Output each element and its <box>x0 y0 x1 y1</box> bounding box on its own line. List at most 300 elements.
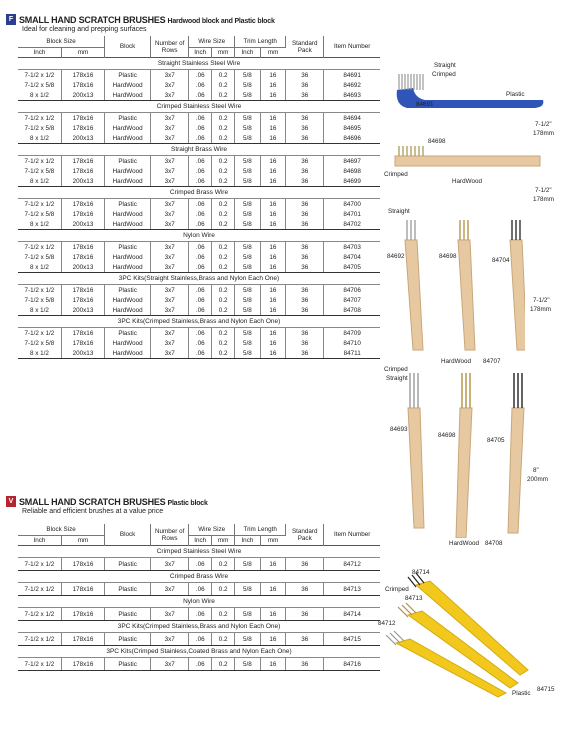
table-row <box>18 133 380 144</box>
table-cell: 16 <box>260 242 285 253</box>
table-cell: 36 <box>286 305 324 316</box>
section2-subtitle: Reliable and efficient brushes at a value price <box>22 508 164 515</box>
table-cell: 5/8 <box>235 338 260 348</box>
table-cell: 7-1/2 x 5/8 <box>18 295 61 305</box>
header-trim-inch: Inch <box>235 536 260 546</box>
table-cell: Plastic <box>105 70 151 81</box>
table-cell: 0.2 <box>212 338 235 348</box>
table-cell: 8 x 1/2 <box>18 90 61 101</box>
table-cell: 8 x 1/2 <box>18 219 61 230</box>
table-cell: 178x16 <box>61 252 104 262</box>
table-cell: 36 <box>286 295 324 305</box>
table-cell: 3x7 <box>151 176 189 187</box>
table-cell: .06 <box>189 166 212 176</box>
header-trim-inch: Inch <box>235 48 260 58</box>
table-cell: 3x7 <box>151 156 189 167</box>
table-cell: 178x16 <box>61 328 104 339</box>
table-cell: 178x16 <box>61 608 104 621</box>
table-cell: HardWood <box>105 252 151 262</box>
table-cell: 36 <box>286 633 324 646</box>
group-title: 3PC Kits(Crimped Stainless,Coated Brass and Nylon Each One) <box>18 646 380 658</box>
table-cell: 0.2 <box>212 156 235 167</box>
table-cell: HardWood <box>105 262 151 273</box>
table-cell: Plastic <box>105 633 151 646</box>
table-cell: .06 <box>189 338 212 348</box>
table-cell: 36 <box>286 583 324 596</box>
group-title: 3PC Kits(Crimped Stainless,Brass and Nylon Each One) <box>18 316 380 328</box>
header-mm: mm <box>61 536 104 546</box>
table-cell: 0.2 <box>212 70 235 81</box>
table-cell: .06 <box>189 123 212 133</box>
section2-table <box>18 524 380 671</box>
table-row <box>18 176 380 187</box>
table-cell: 0.2 <box>212 633 235 646</box>
table-cell: Plastic <box>105 328 151 339</box>
table-cell: 178x16 <box>61 658 104 671</box>
table-cell: 0.2 <box>212 608 235 621</box>
label-size-mm: 178mm <box>533 130 554 137</box>
table-cell: 16 <box>260 133 285 144</box>
table-cell: 36 <box>286 176 324 187</box>
table-cell: 7-1/2 x 1/2 <box>18 285 61 296</box>
table-cell: HardWood <box>105 338 151 348</box>
table-cell: 5/8 <box>235 348 260 359</box>
table-cell: 16 <box>260 608 285 621</box>
table-cell: 7-1/2 x 1/2 <box>18 558 61 571</box>
table-cell: HardWood <box>105 133 151 144</box>
header-rows: Number of Rows <box>151 524 189 546</box>
table-cell: 36 <box>286 90 324 101</box>
table-cell: 16 <box>260 80 285 90</box>
table-cell: 36 <box>286 558 324 571</box>
table-cell: 178x16 <box>61 558 104 571</box>
table-cell: 3x7 <box>151 583 189 596</box>
table-cell: 36 <box>286 80 324 90</box>
table-cell: 0.2 <box>212 583 235 596</box>
table-cell: .06 <box>189 262 212 273</box>
table-cell: 0.2 <box>212 176 235 187</box>
table-cell: 3x7 <box>151 219 189 230</box>
label-84698-c: 84698 <box>438 432 456 439</box>
table-row <box>18 90 380 101</box>
table-cell: 5/8 <box>235 70 260 81</box>
table-cell: 84712 <box>324 558 380 571</box>
table-cell: 200x13 <box>61 176 104 187</box>
table-cell: Plastic <box>105 558 151 571</box>
table-cell: .06 <box>189 348 212 359</box>
table-cell: 7-1/2 x 1/2 <box>18 113 61 124</box>
label-straight-4: Straight <box>386 375 408 382</box>
table-cell: 7-1/2 x 1/2 <box>18 608 61 621</box>
table-cell: 7-1/2 x 1/2 <box>18 658 61 671</box>
table-row <box>18 242 380 253</box>
table-cell: 0.2 <box>212 328 235 339</box>
table-row <box>18 338 380 348</box>
table-cell: HardWood <box>105 176 151 187</box>
table-row <box>18 166 380 176</box>
table-row <box>18 295 380 305</box>
table-cell: 3x7 <box>151 348 189 359</box>
table-cell: 16 <box>260 295 285 305</box>
label-84708: 84708 <box>485 540 503 547</box>
table-cell: 16 <box>260 199 285 210</box>
table-cell: 0.2 <box>212 133 235 144</box>
table-cell: 0.2 <box>212 558 235 571</box>
section2-header <box>6 496 208 507</box>
table-cell: 84705 <box>324 262 380 273</box>
blue-plastic-brush-image <box>385 60 555 140</box>
table-cell: 200x13 <box>61 348 104 359</box>
label-hardwood-3: HardWood <box>441 358 471 365</box>
table-cell: 5/8 <box>235 262 260 273</box>
table-cell: 5/8 <box>235 133 260 144</box>
table-cell: 16 <box>260 305 285 316</box>
table-cell: 84701 <box>343 210 361 218</box>
table-cell: 84694 <box>343 114 361 122</box>
table-cell: 84699 <box>324 176 380 187</box>
table-cell: 5/8 <box>235 176 260 187</box>
table-cell: .06 <box>189 209 212 219</box>
table-cell: 36 <box>286 252 324 262</box>
table-cell: HardWood <box>105 90 151 101</box>
table-cell: 5/8 <box>235 328 260 339</box>
table-cell: .06 <box>189 583 212 596</box>
table-cell: .06 <box>189 133 212 144</box>
table-cell: 36 <box>286 123 324 133</box>
table-row <box>18 348 380 359</box>
table-cell: 7-1/2 x 1/2 <box>18 156 61 167</box>
table-cell: .06 <box>189 252 212 262</box>
table-cell: 5/8 <box>235 113 260 124</box>
label-size-3: 7-1/2" <box>533 297 550 304</box>
header-wire-mm: mm <box>212 536 235 546</box>
table-cell: 84696 <box>324 133 380 144</box>
table-cell: 7-1/2 x 5/8 <box>18 123 61 133</box>
group-title: Crimped Stainless Steel Wire <box>18 546 380 558</box>
table-cell: 84709 <box>343 329 361 337</box>
table-cell: .06 <box>189 176 212 187</box>
table-cell: 3x7 <box>151 123 189 133</box>
table-row <box>18 80 380 90</box>
table-cell: .06 <box>189 558 212 571</box>
table-cell: 0.2 <box>212 305 235 316</box>
table-cell: 16 <box>260 252 285 262</box>
table-cell: Plastic <box>105 658 151 671</box>
label-plastic: Plastic <box>506 91 525 98</box>
table-cell: .06 <box>189 90 212 101</box>
table-cell: 36 <box>286 285 324 296</box>
table-cell: 178x16 <box>61 156 104 167</box>
table-row <box>18 156 380 167</box>
table-cell: 36 <box>286 262 324 273</box>
table-cell: 7-1/2 x 5/8 <box>18 338 61 348</box>
table-cell: 5/8 <box>235 166 260 176</box>
table-row <box>18 328 380 339</box>
table-cell: 16 <box>260 583 285 596</box>
header-pack: Standard Pack <box>286 36 324 58</box>
table-cell: 36 <box>286 156 324 167</box>
table-cell: 16 <box>260 558 285 571</box>
table-cell: .06 <box>189 70 212 81</box>
table-cell: 178x16 <box>61 209 104 219</box>
table-cell: 0.2 <box>212 123 235 133</box>
table-cell: 36 <box>286 348 324 359</box>
table-cell: .06 <box>189 199 212 210</box>
header-pack: Standard Pack <box>286 524 324 546</box>
table-cell: 84704 <box>343 253 361 261</box>
table-row <box>18 608 380 621</box>
table-cell: 5/8 <box>235 633 260 646</box>
table-cell: 16 <box>260 658 285 671</box>
table-cell: HardWood <box>105 219 151 230</box>
table-cell: 84695 <box>343 124 361 132</box>
label-84692: 84692 <box>387 253 405 260</box>
table-cell: 178x16 <box>61 338 104 348</box>
table-cell: 7-1/2 x 1/2 <box>18 199 61 210</box>
label-crimped: Crimped <box>432 71 456 78</box>
label-size-mm-3: 178mm <box>530 306 551 313</box>
table-cell: 3x7 <box>151 285 189 296</box>
label-crimped-5: Crimped <box>385 586 409 593</box>
label-hardwood-4: HardWood <box>449 540 479 547</box>
table-cell: 36 <box>286 70 324 81</box>
table-cell: 16 <box>260 156 285 167</box>
table-cell: 84713 <box>324 583 380 596</box>
table-cell: 3x7 <box>151 242 189 253</box>
header-trim-mm: mm <box>260 536 285 546</box>
table-cell: 16 <box>260 70 285 81</box>
table-cell: 5/8 <box>235 123 260 133</box>
table-cell: 3x7 <box>151 338 189 348</box>
header-item: Item Number <box>333 43 371 50</box>
table-cell: HardWood <box>105 166 151 176</box>
header-trim-length: Trim Length <box>235 524 286 536</box>
table-cell: 3x7 <box>151 295 189 305</box>
table-cell: 0.2 <box>212 252 235 262</box>
table-cell: 3x7 <box>151 262 189 273</box>
table-cell: 7-1/2 x 5/8 <box>18 252 61 262</box>
table-cell: HardWood <box>105 123 151 133</box>
table-cell: HardWood <box>105 209 151 219</box>
table-cell: 0.2 <box>212 90 235 101</box>
table-cell: .06 <box>189 608 212 621</box>
table-cell: 36 <box>286 338 324 348</box>
header-trim-mm: mm <box>260 48 285 58</box>
table-cell: 7-1/2 x 5/8 <box>18 80 61 90</box>
table-cell: 178x16 <box>61 113 104 124</box>
table-cell: 0.2 <box>212 209 235 219</box>
label-84693: 84693 <box>390 426 408 433</box>
label-size-mm-4: 200mm <box>527 476 548 483</box>
table-cell: 16 <box>260 90 285 101</box>
header-wire-inch: Inch <box>189 536 212 546</box>
table-cell: .06 <box>189 113 212 124</box>
table-cell: 5/8 <box>235 583 260 596</box>
table-cell: 16 <box>260 176 285 187</box>
header-inch: Inch <box>18 536 61 546</box>
table-row <box>18 583 380 596</box>
table-cell: 7-1/2 x 1/2 <box>18 633 61 646</box>
table-row <box>18 285 380 296</box>
label-84715: 84715 <box>537 686 555 693</box>
group-title: Nylon Wire <box>18 596 380 608</box>
table-cell: 200x13 <box>61 305 104 316</box>
header-wire-inch: Inch <box>189 48 212 58</box>
table-cell: .06 <box>189 295 212 305</box>
table-cell: 0.2 <box>212 658 235 671</box>
table-cell: 200x13 <box>61 262 104 273</box>
label-size-2: 7-1/2" <box>535 187 552 194</box>
table-cell: 178x16 <box>61 285 104 296</box>
table-row <box>18 123 380 133</box>
table-row <box>18 305 380 316</box>
group-title: 3PC Kits(Straight Stainless,Brass and Nylon Each One) <box>18 273 380 285</box>
table-cell: 16 <box>260 219 285 230</box>
table-cell: 5/8 <box>235 242 260 253</box>
group-title: Straight Stainless Steel Wire <box>18 58 380 70</box>
table-row <box>18 558 380 571</box>
table-cell: 36 <box>286 166 324 176</box>
table-cell: 5/8 <box>235 209 260 219</box>
table-cell: 84703 <box>343 243 361 251</box>
table-cell: 3x7 <box>151 90 189 101</box>
header-block: Block <box>105 36 151 58</box>
label-84707: 84707 <box>483 358 501 365</box>
header-trim-length: Trim Length <box>235 36 286 48</box>
label-crimped-4: Crimped <box>384 366 408 373</box>
table-cell: 3x7 <box>151 209 189 219</box>
label-hardwood: HardWood <box>452 178 482 185</box>
table-cell: 7-1/2 x 5/8 <box>18 209 61 219</box>
group-title: Nylon Wire <box>18 230 380 242</box>
table-cell: 3x7 <box>151 70 189 81</box>
header-item: Item Number <box>333 531 371 538</box>
table-cell: 84693 <box>324 90 380 101</box>
table-cell: 16 <box>260 338 285 348</box>
table-cell: 200x13 <box>61 219 104 230</box>
table-cell: Plastic <box>105 285 151 296</box>
table-cell: 84714 <box>324 608 380 621</box>
table-cell: .06 <box>189 242 212 253</box>
section2-badge: V <box>6 496 16 507</box>
table-cell: 84706 <box>343 286 361 294</box>
table-row <box>18 219 380 230</box>
table-cell: .06 <box>189 156 212 167</box>
table-cell: 0.2 <box>212 219 235 230</box>
table-cell: 3x7 <box>151 199 189 210</box>
label-84698: 84698 <box>428 138 446 145</box>
table-cell: 178x16 <box>61 633 104 646</box>
header-block: Block <box>105 524 151 546</box>
group-title: 3PC Kits(Crimped Stainless,Brass and Nylon Each One) <box>18 621 380 633</box>
label-84698-b: 84698 <box>439 253 457 260</box>
table-cell: 36 <box>286 658 324 671</box>
header-wire-size: Wire Size <box>189 524 235 536</box>
table-row <box>18 633 380 646</box>
table-cell: 3x7 <box>151 633 189 646</box>
table-cell: 8 x 1/2 <box>18 262 61 273</box>
header-inch: Inch <box>18 48 61 58</box>
table-cell: 36 <box>286 133 324 144</box>
table-cell: 5/8 <box>235 90 260 101</box>
table-cell: 36 <box>286 199 324 210</box>
table-row <box>18 209 380 219</box>
table-cell: 84710 <box>343 339 361 347</box>
table-cell: 178x16 <box>61 123 104 133</box>
table-cell: 3x7 <box>151 305 189 316</box>
table-cell: 16 <box>260 348 285 359</box>
table-cell: 5/8 <box>235 199 260 210</box>
table-cell: .06 <box>189 80 212 90</box>
label-84714: 84714 <box>412 569 430 576</box>
table-cell: 8 x 1/2 <box>18 305 61 316</box>
table-cell: 16 <box>260 262 285 273</box>
table-cell: 5/8 <box>235 305 260 316</box>
table-cell: 36 <box>286 328 324 339</box>
table-cell: 16 <box>260 633 285 646</box>
header-wire-size: Wire Size <box>189 36 235 48</box>
table-cell: 178x16 <box>61 242 104 253</box>
table-cell: HardWood <box>105 295 151 305</box>
table-cell: 5/8 <box>235 558 260 571</box>
table-cell: 178x16 <box>61 295 104 305</box>
table-cell: 3x7 <box>151 558 189 571</box>
table-cell: 178x16 <box>61 80 104 90</box>
table-cell: 36 <box>286 608 324 621</box>
table-cell: 8 x 1/2 <box>18 176 61 187</box>
table-cell: 84692 <box>343 81 361 89</box>
label-84713: 84713 <box>405 595 423 602</box>
header-rows: Number of Rows <box>151 36 189 58</box>
header-block-size: Block Size <box>18 36 105 48</box>
table-cell: 3x7 <box>151 166 189 176</box>
table-cell: 16 <box>260 123 285 133</box>
table-cell: 84716 <box>324 658 380 671</box>
table-cell: 84697 <box>343 157 361 165</box>
table-cell: 5/8 <box>235 295 260 305</box>
table-cell: 0.2 <box>212 348 235 359</box>
group-title: Straight Brass Wire <box>18 144 380 156</box>
table-cell: 5/8 <box>235 608 260 621</box>
table-cell: 36 <box>286 113 324 124</box>
table-cell: .06 <box>189 305 212 316</box>
table-cell: .06 <box>189 658 212 671</box>
table-cell: 3x7 <box>151 113 189 124</box>
label-84712: 84712 <box>378 620 396 627</box>
table-row <box>18 70 380 81</box>
table-row <box>18 262 380 273</box>
table-cell: .06 <box>189 633 212 646</box>
table-cell: 0.2 <box>212 80 235 90</box>
table-cell: 16 <box>260 285 285 296</box>
table-cell: 0.2 <box>212 295 235 305</box>
table-cell: 5/8 <box>235 219 260 230</box>
table-cell: 84715 <box>324 633 380 646</box>
table-cell: 0.2 <box>212 113 235 124</box>
three-8inch-brushes-image <box>400 368 545 538</box>
table-cell: 5/8 <box>235 80 260 90</box>
table-row <box>18 199 380 210</box>
table-cell: Plastic <box>105 156 151 167</box>
table-cell: 0.2 <box>212 242 235 253</box>
table-cell: 3x7 <box>151 328 189 339</box>
section2-title: SMALL HAND SCRATCH BRUSHES Plastic block <box>19 496 208 507</box>
label-straight: Straight <box>434 62 456 69</box>
table-cell: 8 x 1/2 <box>18 133 61 144</box>
table-cell: 84702 <box>324 219 380 230</box>
table-cell: 7-1/2 x 5/8 <box>18 166 61 176</box>
table-cell: 7-1/2 x 1/2 <box>18 583 61 596</box>
